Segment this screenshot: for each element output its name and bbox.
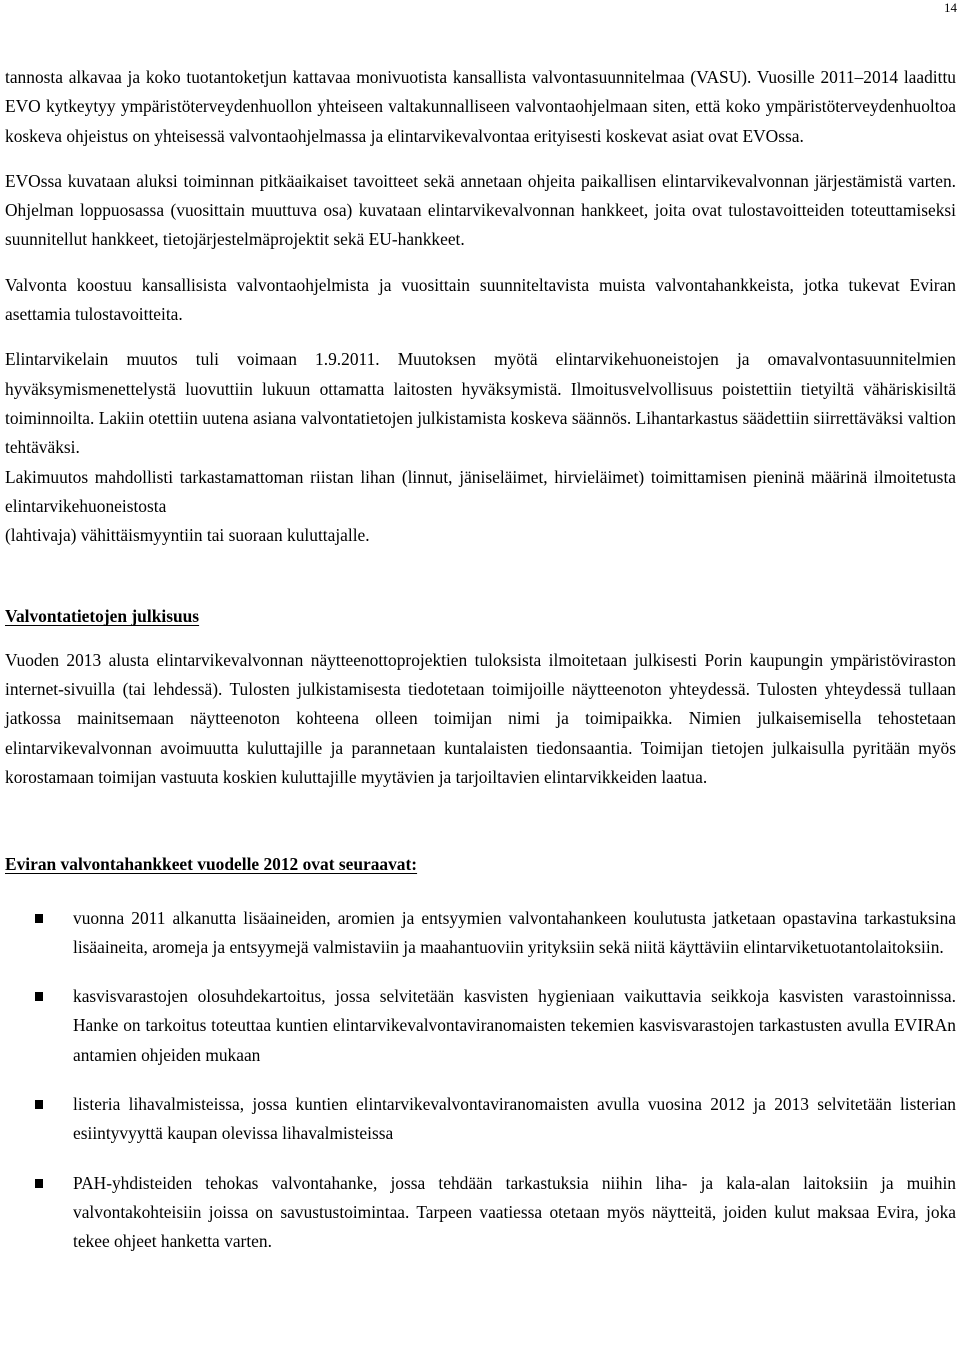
paragraph-lakimuutos-line2: (lahtivaja) vähittäismyyntiin tai suoraan kuluttajalle. — [5, 525, 370, 546]
document-body — [5, 63, 956, 1277]
page-number: 14 — [944, 0, 957, 15]
square-bullet-icon — [35, 1100, 43, 1109]
list-item-text: listeria lihavalmisteissa, jossa kuntien elintarvikevalvontaviranomaisten avulla vuosina 2012 ja 2013 selvitetään listerian esiintyvyyttä kaupan olevissa lihavalmisteissa — [73, 1094, 956, 1144]
section-heading-hankkeet: Eviran valvontahankkeet vuodelle 2012 ovat seuraavat: — [5, 854, 418, 875]
paragraph-lakimuutos-line1: Lakimuutos mahdollisti tarkastamattoman riistan lihan (linnut, jäniseläimet, hirvieläimet) toimittamisen pieninä määrinä ilmoitetusta elintarvikehuoneistosta — [5, 466, 956, 516]
section-heading-julkisuus: Valvontatietojen julkisuus — [5, 606, 200, 627]
square-bullet-icon — [35, 992, 43, 1001]
square-bullet-icon — [35, 1179, 43, 1188]
paragraph-vasu: tannosta alkavaa ja koko tuotantoketjun kattavaa monivuotista kansallista valvontasuunnitelmaa (VASU). Vuosille 2011–2014 laadittu EVO kytkeytyy ympäristöterveydenhuollon yhteiseen valtakunnalliseen valvontaohjelmaan siten, että koko ympäristöterveydenhuoltoa koskeva ohjeistus on yhteisessä valvontaohjelmassa ja elintarvikevalvontaa erityisesti koskevat asiat ovat EVOssa. — [5, 67, 956, 146]
paragraph-evossa: EVOssa kuvataan aluksi toiminnan pitkäaikaiset tavoitteet sekä annetaan ohjeita paikallisen elintarvikevalvonnan järjestämistä varten. Ohjelman loppuosassa (vuosittain muuttuva osa) kuvataan elintarvikevalvonnan hankkeet, joita ovat tulostavoitteiden toteuttamiseksi suunnitellut hankkeet, tietojärjestelmäprojektit sekä EU-hankkeet. — [5, 170, 956, 250]
list-item-text: PAH-yhdisteiden tehokas valvontahanke, jossa tehdään tarkastuksia niihin liha- ja kala-alan laitoksiin ja muihin valvontakohteisiin joissa on savustustoimintaa. Tarpeen vaatiessa otetaan myös näytteitä, joiden kulut maksaa Evira, joka tekee ohjeet hanketta varten. — [73, 1172, 956, 1252]
list-item — [5, 904, 956, 963]
square-bullet-icon — [35, 914, 43, 923]
paragraph-elintarvikelaki: Elintarvikelain muutos tuli voimaan 1.9.2011. Muutoksen myötä elintarvikehuoneistojen ja omavalvontasuunnitelmien hyväksymismenettelystä luovuttiin lukuun ottamatta laitosten hyväksymistä. Ilmoitusvelvollisuus poistettiin tietyiltä vähäriskisiltä toiminnoilta. Lakiin otettiin uutena asiana valvontatietojen julkistamista koskeva säännös. Lihantarkastus säädettiin siirrettäväksi valtion tehtäväksi. — [5, 349, 956, 458]
list-item — [5, 1090, 956, 1149]
list-item — [5, 1169, 956, 1257]
list-item-text: vuonna 2011 alkanutta lisäaineiden, aromien ja entsyymien valvontahankeen koulutusta jatketaan opastavina tarkastuksina lisäaineita, aromeja ja entsyymejä valmistaviin ja maahantuoviin yrityksiin sekä niitä käyttäviin elintarviketuotantolaitoksiin. — [73, 907, 956, 957]
paragraph-julkisuus: Vuoden 2013 alusta elintarvikevalvonnan näytteenottoprojektien tuloksista ilmoitetaan julkisesti Porin kaupungin ympäristöviraston internet-sivuilla (tai lehdessä). Tulosten julkistamisesta tiedotetaan toimijoille näytteenoton yhteydessä. Tulosten yhteydessä tullaan jatkossa mainitsemaan näytteenoton kohteena olleen toimijan nimi ja toimipaikka. Nimien julkaisemisella tehostetaan elintarvikevalvonnan avoimuutta kuluttajille ja parannetaan kuntalaisten tiedonsaantia. Toimijan tietojen julkaisulla pyritään myös korostamaan toimijan vastuuta koskien kuluttajille myytävien ja tarjoiltavien elintarvikkeiden laatua. — [5, 649, 956, 787]
list-item-text: kasvisvarastojen olosuhdekartoitus, jossa selvitetään kasvisten hygieniaan vaikuttavia seikkoja kasvisten varastoinnissa. Hanke on tarkoitus toteuttaa kuntien elintarvikevalvontaviranomaisten tekemien kasvisvarastojen tarkastusten avulla EVIRAn antamien ohjeiden mukaan — [73, 986, 956, 1065]
list-item — [5, 982, 956, 1070]
paragraph-valvonta: Valvonta koostuu kansallisista valvontaohjelmista ja vuosittain suunniteltavista muista valvontahankkeista, jotka tukevat Eviran asettamia tulostavoitteita. — [5, 274, 956, 325]
hankkeet-list — [5, 904, 956, 1257]
